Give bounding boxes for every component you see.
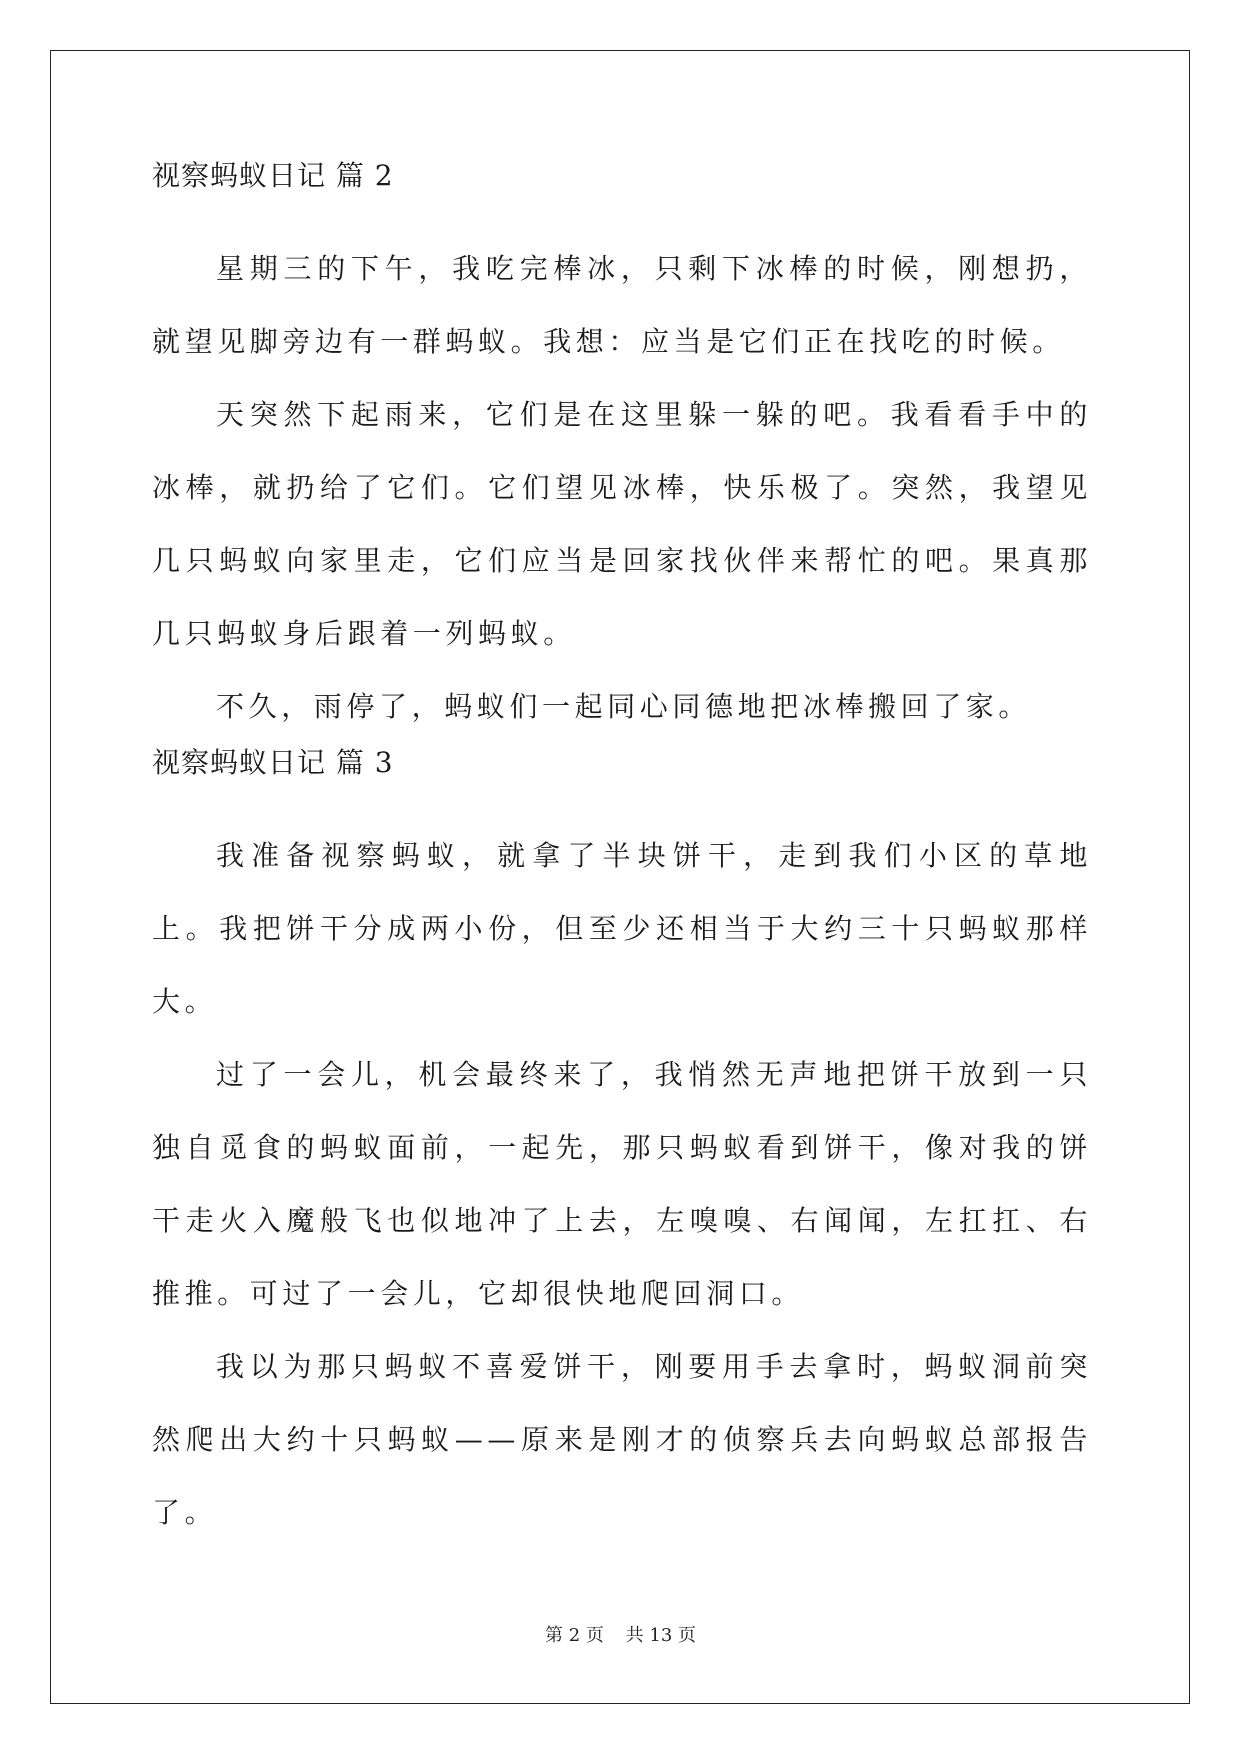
section-heading-3: 视察蚂蚁日记 篇 3 <box>152 746 394 779</box>
paragraph: 我以为那只蚂蚁不喜爱饼干，刚要用手去拿时，蚂蚁洞前突然爬出大约十只蚂蚁——原来是刚才的侦察兵去向蚂蚁总部报告了。 <box>152 1350 1092 1529</box>
paragraph: 我准备视察蚂蚁，就拿了半块饼干，走到我们小区的草地上。我把饼干分成两小份，但至少还相当于大约三十只蚂蚁那样大。 <box>152 839 1092 1018</box>
page-number: 第 2 页 <box>545 1625 604 1646</box>
paragraph: 不久，雨停了，蚂蚁们一起同心同德地把冰棒搬回了家。 <box>216 690 1032 723</box>
paragraph: 星期三的下午，我吃完棒冰，只剩下冰棒的时候，刚想扔，就望见脚旁边有一群蚂蚁。我想：应当是它们正在找吃的时候。 <box>152 252 1092 358</box>
document-body <box>152 160 1092 1549</box>
paragraph: 过了一会儿，机会最终来了，我悄然无声地把饼干放到一只独自觅食的蚂蚁面前，一起先，那只蚂蚁看到饼干，像对我的饼干走火入魔般飞也似地冲了上去，左嗅嗅、右闻闻，左扛扛、右推推。可过了一会儿，它却很快地爬回洞口。 <box>152 1058 1092 1310</box>
section-heading-2: 视察蚂蚁日记 篇 2 <box>152 159 394 192</box>
page-footer <box>0 1626 1241 1646</box>
paragraph: 天突然下起雨来，它们是在这里躲一躲的吧。我看看手中的冰棒，就扔给了它们。它们望见冰棒，快乐极了。突然，我望见几只蚂蚁向家里走，它们应当是回家找伙伴来帮忙的吧。果真那几只蚂蚁身后跟着一列蚂蚁。 <box>152 398 1092 650</box>
page-total: 共 13 页 <box>625 1625 696 1646</box>
